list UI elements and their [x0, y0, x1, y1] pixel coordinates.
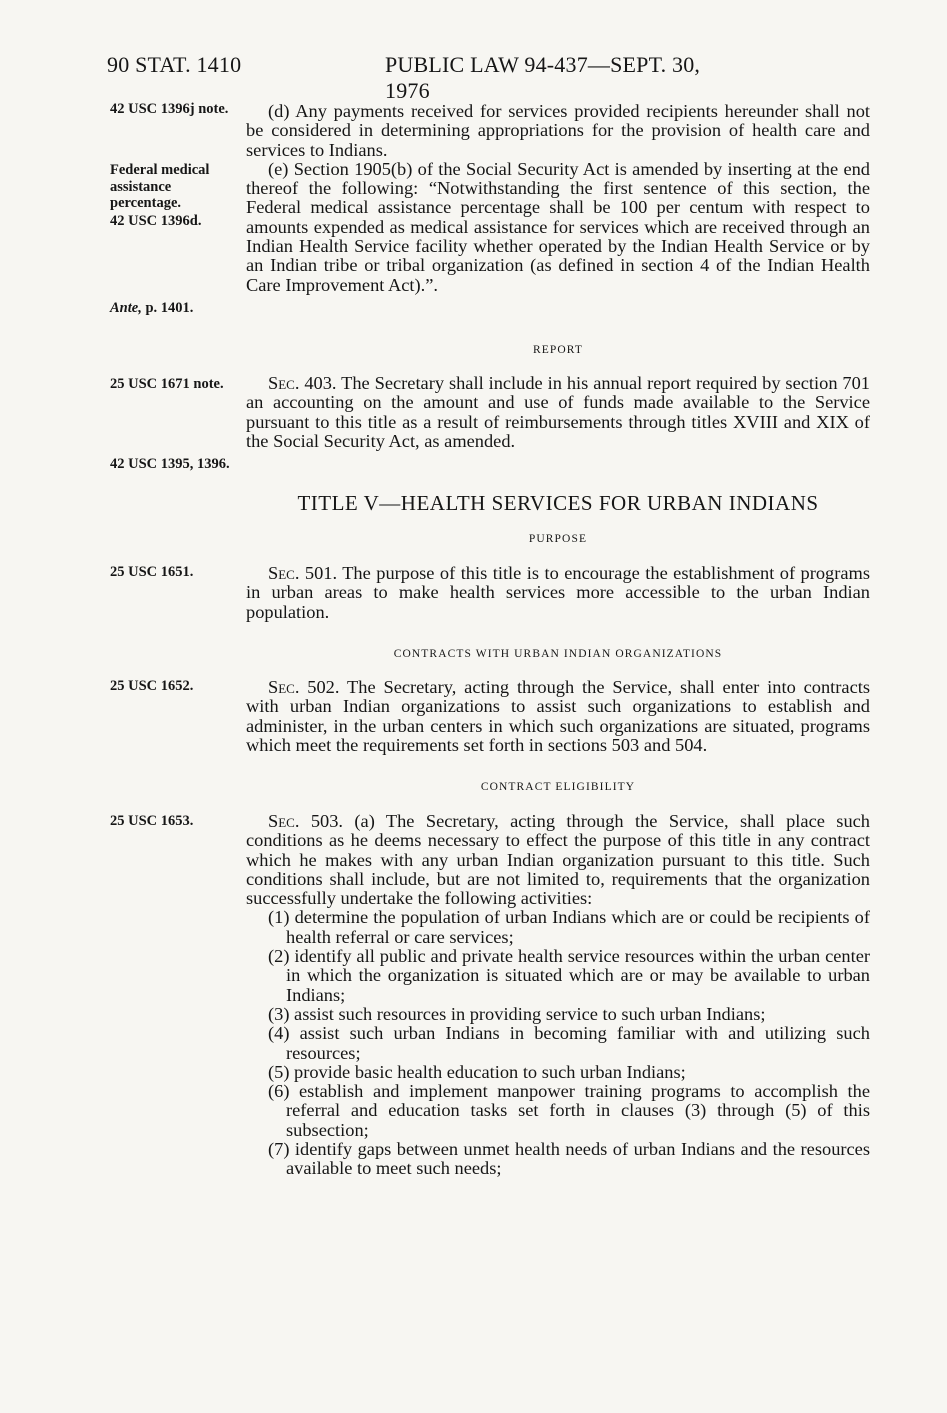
purpose-heading: PURPOSE: [528, 533, 588, 545]
report-heading: REPORT: [532, 344, 583, 356]
sec-403: [246, 374, 870, 451]
sec-503-lead: Sec. 503.: [268, 811, 344, 831]
sec-503: [246, 812, 870, 1179]
sec-403-text: [246, 374, 870, 451]
sec-501-lead: Sec. 501.: [268, 563, 338, 583]
subsection-e: (e) Section 1905(b) of the Social Security Act is amended by inserting at the end thereof the following: “Notwithstanding the first sentence of this section, the Federal medical assistance percentage shall be 100 per centum with respect to amounts expended as medical assistance for services which are received through an Indian Health Service facility whether operated by the Indian Health Service or by an Indian tribe or tribal organization (as defined in section 4 of the Indian Health Care Improvement Act).”.: [246, 158, 870, 295]
sec-501: [246, 564, 870, 622]
list-item: (6) establish and implement manpower training programs to accomplish the referral and education tasks set forth in clauses (3) through (5) of this subsection;: [268, 1081, 870, 1140]
sec-403-lead: Sec. 403.: [268, 373, 337, 393]
margin-note-ante-page: p. 1401.: [141, 300, 194, 316]
list-item: (2) identify all public and private health service resources within the urban center in which the organization is situated which are or may be available to urban Indians;: [268, 946, 870, 1005]
sec-502: [246, 678, 870, 755]
page-header: [107, 52, 750, 103]
subsection-d: (d) Any payments received for services provided recipients hereunder shall not be considered in determining appropriations for the provision of health care and services to Indians.: [246, 101, 870, 160]
sec-503-body: (a) The Secretary, acting through the Service, shall place such conditions as he deems necessary to effect the purpose of this title in any contract which he makes with any urban Indian organization pursuant to this title. Such conditions shall include, but are not limited to, requirements that the organization successfully undertake the following activities:: [246, 811, 871, 909]
stat-page-number: 90 STAT. 1410: [107, 52, 242, 77]
sec-501-text: [246, 564, 870, 622]
sec-503-text: [246, 812, 870, 908]
margin-note-25usc1653: 25 USC 1653.: [110, 813, 194, 829]
margin-note-ante: [110, 300, 238, 317]
list-item: (4) assist such urban Indians in becoming familiar with and utilizing such resources;: [268, 1023, 870, 1063]
title-v-heading: TITLE V—HEALTH SERVICES FOR URBAN INDIANS: [297, 491, 819, 515]
margin-note-25usc1671: 25 USC 1671 note.: [110, 376, 224, 392]
public-law-citation: PUBLIC LAW 94-437—SEPT. 30, 1976: [385, 52, 701, 103]
sec-403-body: The Secretary shall include in his annual report required by section 701 an accounting on the amount and use of funds made available to the Service pursuant to this title as a result of reimbursements through titles XVIII and XIX of the Social Security Act, as amended.: [246, 373, 871, 451]
margin-note-42usc1396j: 42 USC 1396j note.: [110, 101, 229, 117]
margin-note-25usc1651: 25 USC 1651.: [110, 564, 194, 580]
list-item: (1) determine the population of urban Indians which are or could be recipients of health referral or care services;: [268, 907, 870, 947]
list-item: (3) assist such resources in providing service to such urban Indians;: [268, 1003, 766, 1024]
list-item: (7) identify gaps between unmet health needs of urban Indians and the resources available to meet such needs;: [268, 1139, 870, 1179]
margin-note-ante-italic: Ante,: [110, 300, 142, 316]
sec-502-lead: Sec. 502.: [268, 677, 340, 697]
list-item: (5) provide basic health education to such urban Indians;: [268, 1061, 686, 1082]
margin-note-42usc1396d: 42 USC 1396d.: [110, 213, 202, 229]
eligibility-heading: CONTRACT ELIGIBILITY: [480, 781, 636, 793]
sec-501-body: The purpose of this title is to encourage the establishment of programs in urban areas to make health services more accessible to the urban Indian population.: [246, 563, 870, 622]
sec-502-text: [246, 678, 870, 755]
margin-note-42usc1395: 42 USC 1395, 1396.: [110, 456, 230, 472]
contracts-heading: CONTRACTS WITH URBAN INDIAN ORGANIZATIONS: [393, 648, 723, 660]
margin-note-25usc1652: 25 USC 1652.: [110, 678, 194, 694]
margin-note-federal-medical: Federal medical assistance percentage.: [110, 162, 210, 211]
section-d-e-block: [246, 102, 870, 295]
sec-502-body: The Secretary, acting through the Service, shall enter into contracts with urban Indian organizations to assist such organizations to establish and administer, in the urban centers in which such organizations are situated, programs which meet the requirements set forth in sections 503 and 504.: [246, 677, 871, 755]
